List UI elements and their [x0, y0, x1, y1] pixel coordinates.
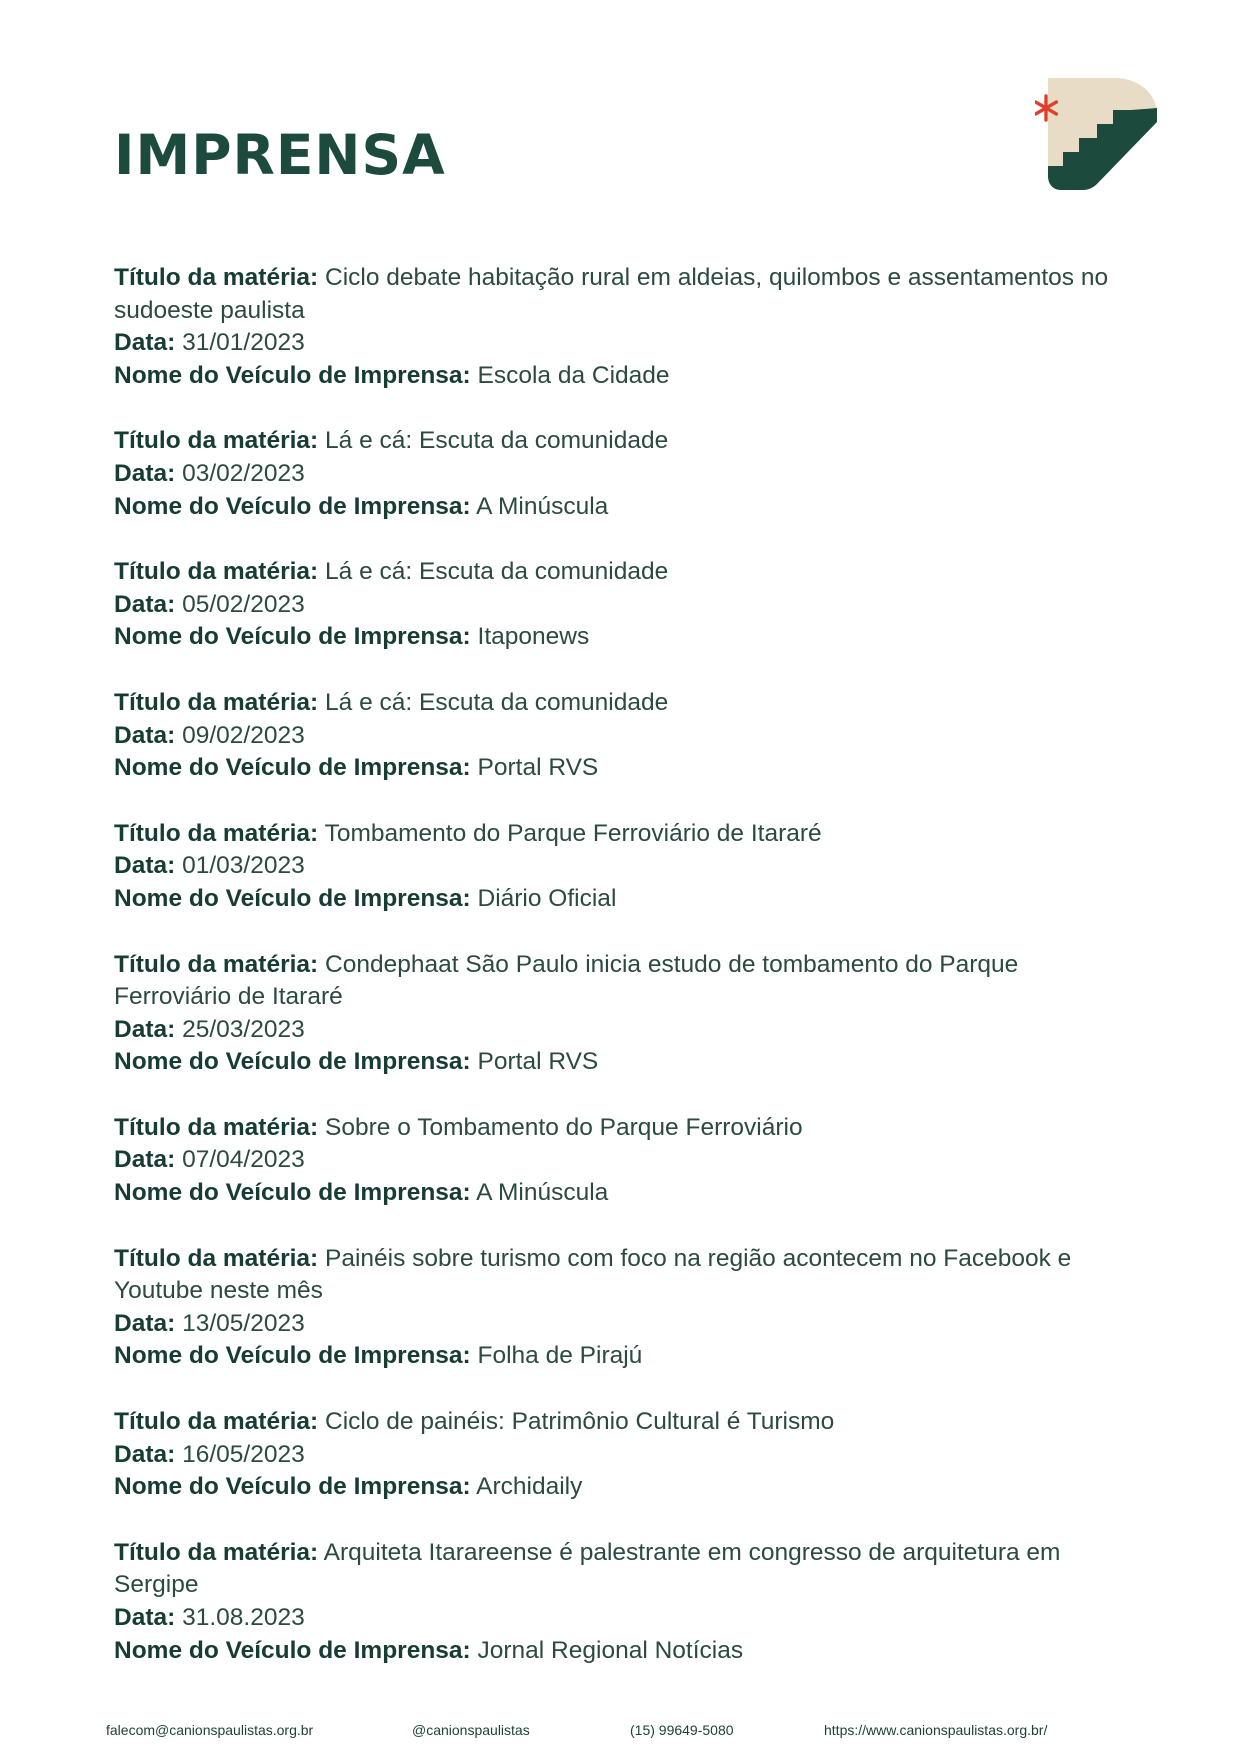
- press-entry: [114, 1406, 1124, 1504]
- entry-title-line: [114, 262, 1124, 327]
- entry-outlet-line: [114, 491, 1124, 524]
- date-label: Data:: [114, 1146, 176, 1174]
- press-entry: [114, 1112, 1124, 1210]
- entry-outlet: Portal RVS: [477, 1048, 599, 1076]
- title-label: Título da matéria:: [114, 1538, 319, 1566]
- outlet-label: Nome do Veículo de Imprensa:: [114, 754, 471, 782]
- entry-outlet: A Minúscula: [476, 492, 609, 520]
- entry-date-line: [114, 1144, 1124, 1177]
- outlet-label: Nome do Veículo de Imprensa:: [114, 361, 471, 389]
- entry-outlet: Itaponews: [477, 623, 590, 651]
- entry-outlet: Archidaily: [476, 1473, 583, 1501]
- entry-outlet: Portal RVS: [477, 754, 599, 782]
- entry-date-line: [114, 1439, 1124, 1472]
- title-label: Título da matéria:: [114, 427, 319, 455]
- outlet-label: Nome do Veículo de Imprensa:: [114, 1342, 471, 1370]
- title-label: Título da matéria:: [114, 950, 319, 978]
- entry-title: Lá e cá: Escuta da comunidade: [325, 688, 669, 716]
- entry-title: Ciclo debate habitação rural em aldeias, quilombos e assentamentos no sudoeste paulista: [114, 264, 1109, 324]
- entry-title-line: [114, 1537, 1124, 1602]
- title-label: Título da matéria:: [114, 819, 319, 847]
- entry-date-line: [114, 1014, 1124, 1047]
- outlet-label: Nome do Veículo de Imprensa:: [114, 1636, 471, 1664]
- entry-title: Lá e cá: Escuta da comunidade: [325, 558, 669, 586]
- logo-icon: [1035, 78, 1160, 198]
- entry-outlet-line: [114, 1471, 1124, 1504]
- entry-date: 01/03/2023: [182, 852, 305, 880]
- entry-title-line: [114, 1112, 1124, 1145]
- entry-date: 13/05/2023: [182, 1309, 305, 1337]
- entry-title-line: [114, 818, 1124, 851]
- entry-title: Sobre o Tombamento do Parque Ferroviário: [325, 1113, 803, 1141]
- press-entry: [114, 425, 1124, 523]
- entry-title-line: [114, 1243, 1124, 1308]
- press-entry: [114, 818, 1124, 916]
- entry-date: 07/04/2023: [182, 1146, 305, 1174]
- entry-title-line: [114, 425, 1124, 458]
- entry-outlet-line: [114, 360, 1124, 393]
- press-entry: [114, 262, 1124, 392]
- footer: [0, 1722, 1240, 1742]
- date-label: Data:: [114, 1440, 176, 1468]
- entry-outlet-line: [114, 883, 1124, 916]
- entry-outlet: Escola da Cidade: [477, 361, 670, 389]
- title-label: Título da matéria:: [114, 1244, 319, 1272]
- entry-title-line: [114, 949, 1124, 1014]
- title-label: Título da matéria:: [114, 264, 319, 291]
- press-entry: [114, 949, 1124, 1079]
- entry-outlet: Diário Oficial: [477, 884, 617, 912]
- entry-outlet-line: [114, 752, 1124, 785]
- page-title: IMPRENSA: [114, 123, 446, 187]
- press-entry: [114, 556, 1124, 654]
- entry-outlet-line: [114, 1046, 1124, 1079]
- entry-outlet: Folha de Pirajú: [477, 1342, 643, 1370]
- title-label: Título da matéria:: [114, 558, 319, 586]
- entry-title: Lá e cá: Escuta da comunidade: [325, 427, 669, 455]
- entry-date-line: [114, 327, 1124, 360]
- entry-title: Arquiteta Itarareense é palestrante em congresso de arquitetura em Sergipe: [114, 1538, 1061, 1599]
- footer-email[interactable]: falecom@canionspaulistas.org.br: [106, 1722, 314, 1738]
- entry-title: Painéis sobre turismo com foco na região acontecem no Facebook e Youtube neste mês: [114, 1244, 1072, 1305]
- entry-outlet-line: [114, 621, 1124, 654]
- entry-outlet-line: [114, 1177, 1124, 1210]
- outlet-label: Nome do Veículo de Imprensa:: [114, 623, 471, 651]
- date-label: Data:: [114, 852, 176, 880]
- entry-outlet: Jornal Regional Notícias: [477, 1636, 744, 1664]
- date-label: Data:: [114, 1015, 176, 1043]
- outlet-label: Nome do Veículo de Imprensa:: [114, 492, 471, 520]
- entry-title-line: [114, 687, 1124, 720]
- press-entry: [114, 1243, 1124, 1373]
- entry-outlet-line: [114, 1340, 1124, 1373]
- outlet-label: Nome do Veículo de Imprensa:: [114, 884, 471, 912]
- footer-phone[interactable]: (15) 99649-5080: [630, 1722, 734, 1738]
- title-label: Título da matéria:: [114, 688, 319, 716]
- entry-outlet: A Minúscula: [476, 1179, 609, 1207]
- entry-date-line: [114, 720, 1124, 753]
- date-label: Data:: [114, 329, 176, 357]
- entry-title: Tombamento do Parque Ferroviário de Itararé: [324, 819, 822, 847]
- entry-date: 03/02/2023: [182, 459, 305, 487]
- outlet-label: Nome do Veículo de Imprensa:: [114, 1473, 471, 1501]
- entry-outlet-line: [114, 1635, 1124, 1668]
- title-label: Título da matéria:: [114, 1408, 319, 1436]
- press-entry: [114, 687, 1124, 785]
- entry-date: 31.08.2023: [182, 1604, 305, 1631]
- date-label: Data:: [114, 721, 176, 749]
- entry-date-line: [114, 850, 1124, 883]
- title-label: Título da matéria:: [114, 1113, 319, 1141]
- entry-date-line: [114, 589, 1124, 622]
- entry-date-line: [114, 1602, 1124, 1635]
- outlet-label: Nome do Veículo de Imprensa:: [114, 1048, 471, 1076]
- entry-date: 16/05/2023: [182, 1440, 305, 1468]
- date-label: Data:: [114, 590, 176, 618]
- entry-title-line: [114, 556, 1124, 589]
- date-label: Data:: [114, 1604, 176, 1631]
- footer-website[interactable]: https://www.canionspaulistas.org.br/: [824, 1722, 1048, 1738]
- entry-date-line: [114, 1308, 1124, 1341]
- date-label: Data:: [114, 459, 176, 487]
- entry-title: Condephaat São Paulo inicia estudo de tombamento do Parque Ferroviário de Itararé: [114, 950, 1019, 1011]
- press-list: [114, 262, 1124, 1700]
- entry-date: 31/01/2023: [182, 329, 305, 357]
- entry-title: Ciclo de painéis: Patrimônio Cultural é Turismo: [325, 1408, 835, 1436]
- entry-date: 25/03/2023: [182, 1015, 305, 1043]
- entry-date: 09/02/2023: [182, 721, 305, 749]
- entry-date: 05/02/2023: [182, 590, 305, 618]
- entry-title-line: [114, 1406, 1124, 1439]
- date-label: Data:: [114, 1309, 176, 1337]
- press-entry: [114, 1537, 1124, 1667]
- footer-social-handle[interactable]: @canionspaulistas: [412, 1722, 530, 1738]
- outlet-label: Nome do Veículo de Imprensa:: [114, 1179, 471, 1207]
- entry-date-line: [114, 458, 1124, 491]
